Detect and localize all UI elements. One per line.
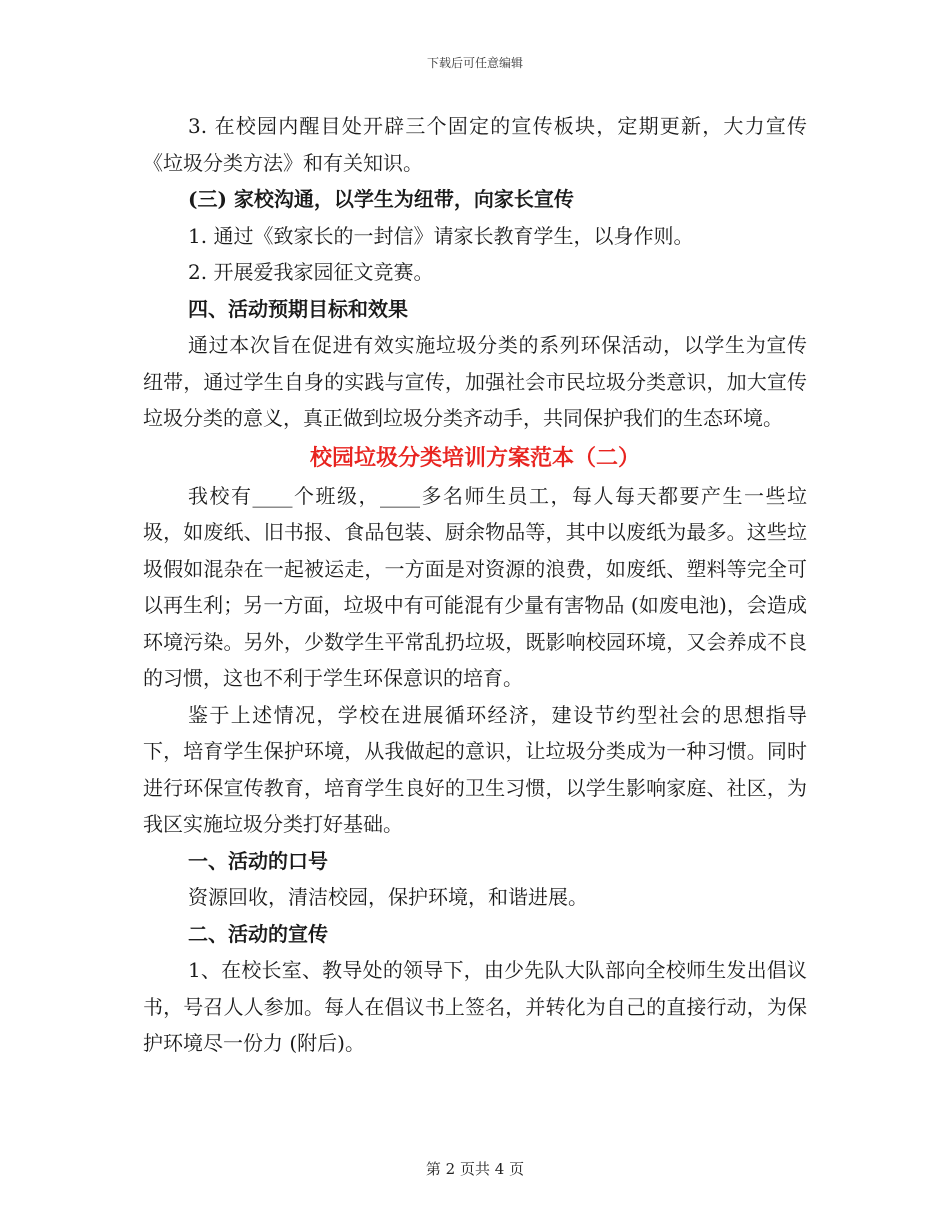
page-header: 下载后可任意编辑	[426, 56, 523, 70]
paragraph: 通过本次旨在促进有效实施垃圾分类的系列环保活动，以学生为宣传纽带，通过学生自身的实践与宣传，加强社会市民垃圾分类意识，加大宣传垃圾分类的意义，真正做到垃圾分类齐动手，共同保护我们的生态环境。	[143, 333, 807, 430]
section-heading: 二、活动的宣传	[188, 921, 328, 946]
section-heading: 一、活动的口号	[188, 848, 328, 873]
paragraph: 资源回收，清洁校园，保护环境，和谐进展。	[188, 885, 588, 909]
section-heading: (三) 家校沟通，以学生为纽带，向家长宣传	[188, 187, 574, 211]
paragraph: 1. 通过《致家长的一封信》请家长教育学生，以身作则。	[188, 223, 694, 248]
paragraph: 2. 开展爱我家园征文竞赛。	[188, 260, 434, 284]
document-title: 校园垃圾分类培训方案范本（二）	[309, 444, 640, 471]
page-footer: 第 2 页共 4 页	[425, 1160, 525, 1178]
paragraph: 我校有____个班级，____多名师生员工，每人每天都要产生一些垃圾，如废纸、旧书报、食品包装、厨余物品等，其中以废纸为最多。这些垃圾假如混杂在一起被运走，一方面是对资源的浪费，如废纸、塑料等完全可以再生利；另一方面，垃圾中有可能混有少量有害物品 (如废电池)，会造成环境污染。另外，少数学生平常乱扔垃圾，既影响校园环境，又会养成不良的习惯，这也不利于学生环保意识的培育。	[143, 483, 807, 690]
section-heading: 四、活动预期目标和效果	[188, 296, 408, 321]
paragraph: 鉴于上述情况，学校在进展循环经济，建设节约型社会的思想指导下，培育学生保护环境，从我做起的意识，让垃圾分类成为一种习惯。同时进行环保宣传教育，培育学生良好的卫生习惯，以学生影响家庭、社区，为我区实施垃圾分类打好基础。	[143, 702, 807, 836]
document-body	[143, 108, 807, 1062]
paragraph: 3. 在校园内醒目处开辟三个固定的宣传板块，定期更新，大力宣传《垃圾分类方法》和有关知识。	[143, 114, 807, 175]
paragraph: 1、在校长室、教导处的领导下，由少先队大队部向全校师生发出倡议书，号召人人参加。每人在倡议书上签名，并转化为自己的直接行动，为保护环境尽一份力 (附后)。	[143, 958, 807, 1055]
